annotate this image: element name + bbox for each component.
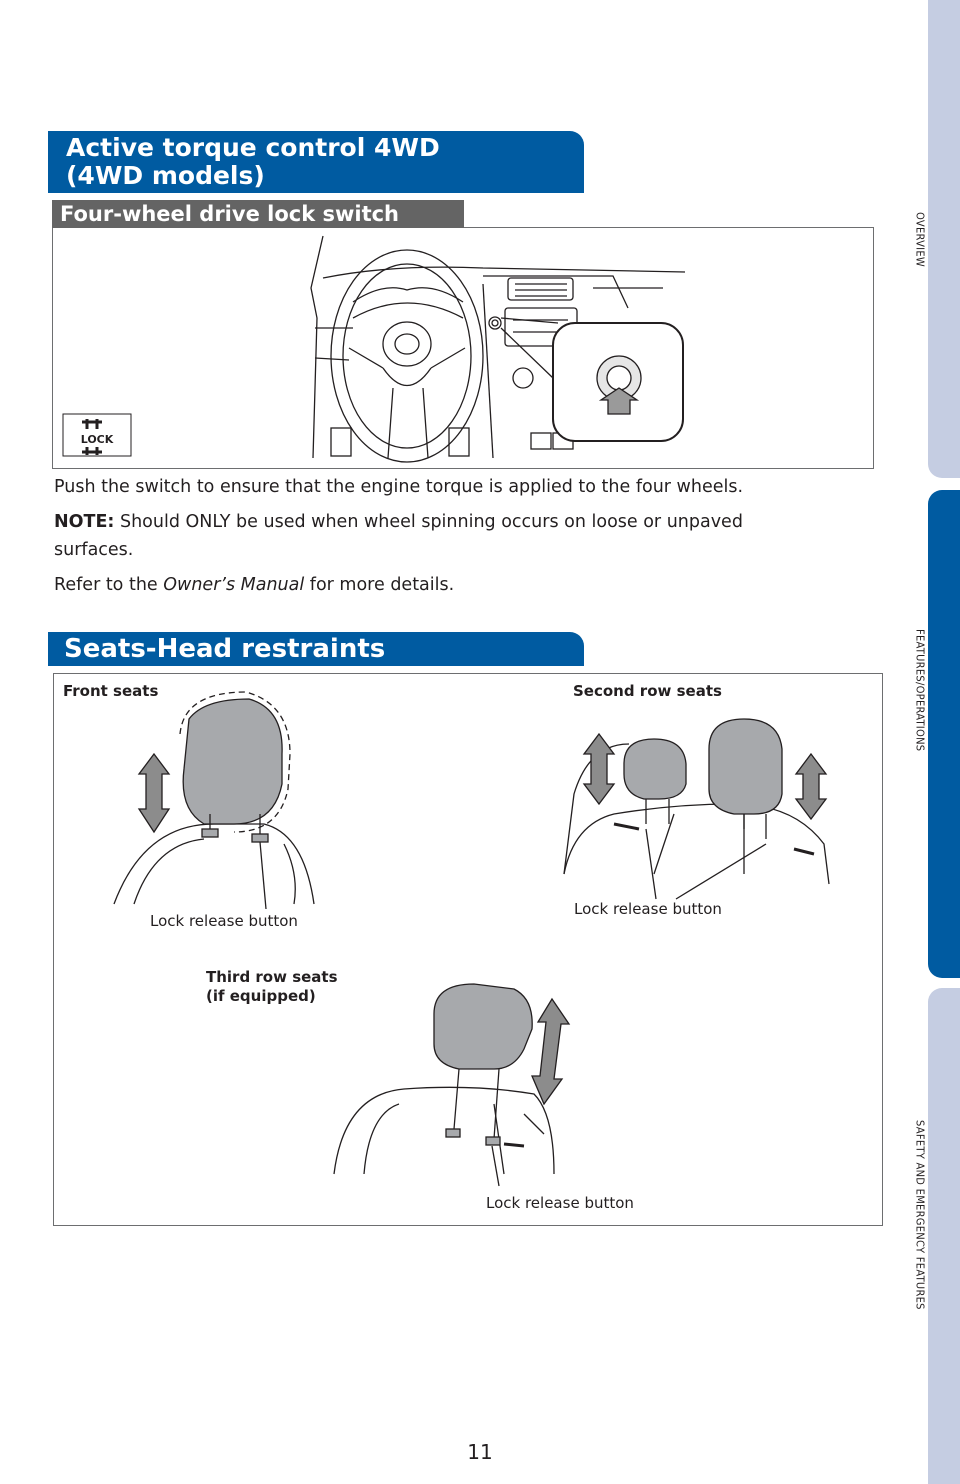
illustration-box-4wd <box>52 227 874 469</box>
note-paragraph: NOTE: Should ONLY be used when wheel spinning occurs on loose or unpaved <box>54 512 743 532</box>
paragraph-push-switch: Push the switch to ensure that the engine torque is applied to the four wheels. <box>54 477 744 497</box>
label-lock-release-third: Lock release button <box>486 1194 634 1212</box>
label-third-row: Third row seats (if equipped) <box>206 968 338 1005</box>
tab-overview[interactable] <box>928 0 960 478</box>
section-subtitle-lock-switch: Four-wheel drive lock switch <box>52 200 464 228</box>
section-title-seats: Seats-Head restraints <box>48 632 584 666</box>
lock-4wd-icon <box>63 414 131 456</box>
dashboard-illustration <box>53 228 873 468</box>
tab-overview-label: OVERVIEW <box>913 212 927 268</box>
illustration-box-seats <box>53 673 883 1226</box>
page-number: 11 <box>467 1440 493 1464</box>
label-lock-release-front: Lock release button <box>150 912 298 930</box>
seats-illustration <box>54 674 882 1225</box>
svg-text:LOCK: LOCK <box>80 433 114 446</box>
tab-safety[interactable] <box>928 988 960 1484</box>
label-front-seats: Front seats <box>63 682 159 700</box>
tab-features-operations[interactable] <box>928 490 960 978</box>
section-title-active-torque: Active torque control 4WD (4WD models) <box>48 131 584 193</box>
label-lock-release-second: Lock release button <box>574 900 722 918</box>
tab-safety-label: SAFETY AND EMERGENCY FEATURES <box>913 1120 927 1310</box>
label-second-row: Second row seats <box>573 682 722 700</box>
note-paragraph-cont: surfaces. <box>54 540 134 560</box>
refer-paragraph: Refer to the Owner’s Manual for more details. <box>54 575 455 595</box>
tab-features-label: FEATURES/OPERATIONS <box>913 628 927 752</box>
